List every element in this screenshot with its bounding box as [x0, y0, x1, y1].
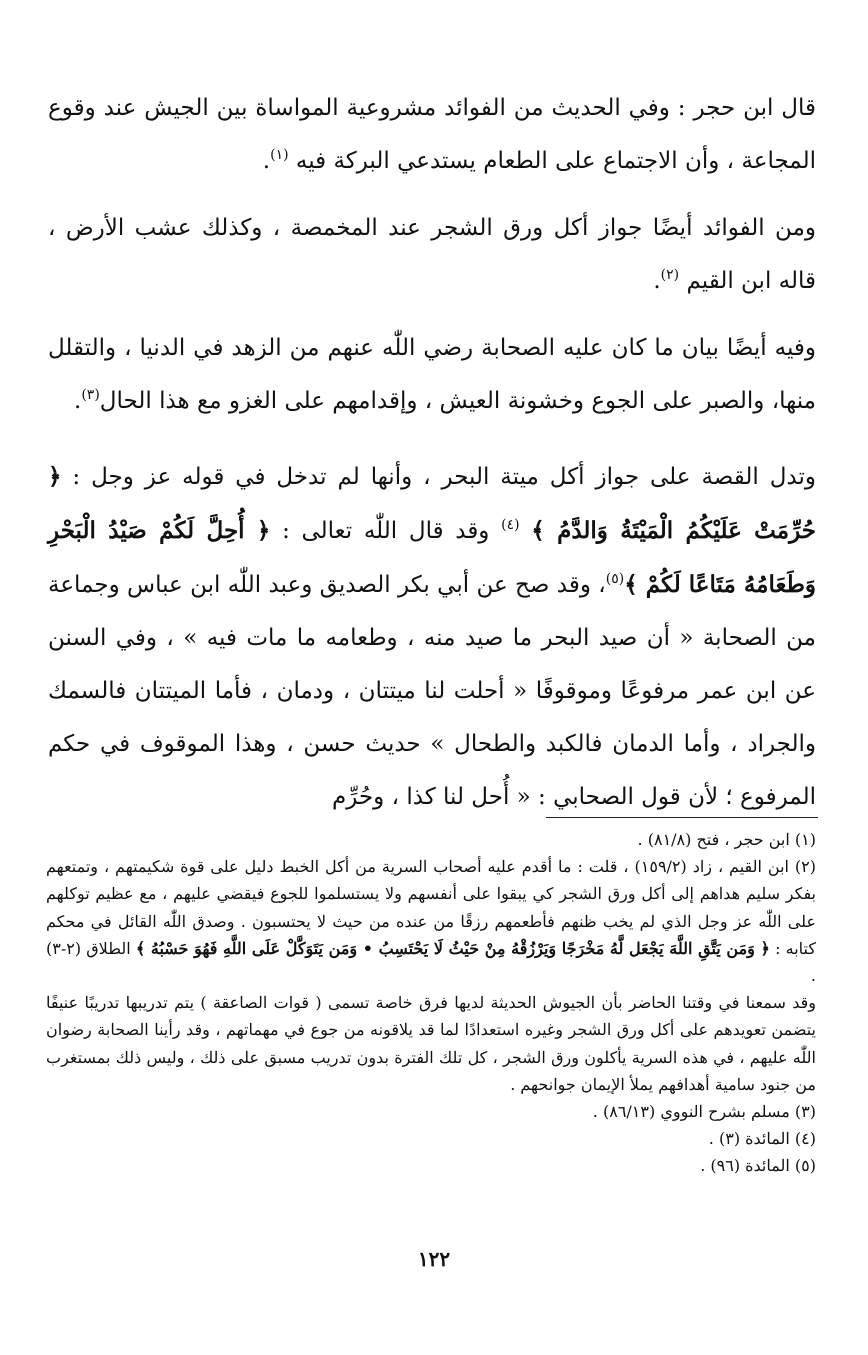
paragraph-3: وفيه أيضًا بيان ما كان عليه الصحابة رضي اللّٰه عنهم من الزهد في الدنيا ، والتقلل منها، والصبر على الجوع وخشونة العيش ، وإقدامهم على الغزو مع هذا الحال$^{(٣)}$. — [48, 335, 816, 414]
footnote-quran-verse: ﴿ وَمَن يَتَّقِ اللَّهَ يَجْعَل لَّهُ مَخْرَجًا وَيَرْزُقْهُ مِنْ حَيْثُ لَا يَحْتَسِبُ • وَمَن يَتَوَكَّلْ عَلَى اللَّهِ فَهُوَ حَسْبُهُ ﴾ — [135, 938, 770, 958]
footnote-3: (٣) مسلم بشرح النووي (٨٦/١٣) . — [592, 1102, 816, 1122]
main-text — [48, 82, 816, 824]
footnote-2-continued: وقد سمعنا في وقتنا الحاضر بأن الجيوش الحديثة لديها فرق خاصة تسمى ( قوات الصاعقة ) يتم تدريبها تدريبًا عنيفًا يتضمن تعويدهم على أكل ورق الشجر وغيره استعدادًا لما قد يلاقونه من جوع في مهماتهم ، وقد رأينا الصحابة رضوان اللّٰه عليهم ، في هذه السرية يأكلون ورق الشجر ، كل تلك الفترة بدون تدريب مسبق على ذلك ، وليس ذلك بمستغرب من جنود سامية أهدافهم يملأ الإيمان جوانحهم . — [46, 993, 816, 1094]
paragraph-4: وتدل القصة على جواز أكل ميتة البحر ، وأنها لم تدخل في قوله عز وجل : ﴿ حُرِّمَتْ عَلَيْكُمُ الْمَيْتَةُ وَالدَّمُ ﴾ $^{(٤)}$ وقد قال اللّٰه تعالى : ﴿ أُحِلَّ لَكُمْ صَيْدُ الْبَحْرِ وَطَعَامُهُ مَتَاعًا لَكُمْ ﴾$^{(٥)}$، وقد صح عن أبي بكر الصديق وعبد اللّٰه ابن عباس وجماعة من الصحابة « أن صيد البحر ما صيد منه ، وطعامه ما مات فيه » ، وفي السنن عن ابن عمر مرفوعًا وموقوفًا « أحلت لنا ميتتان ، ودمان ، فأما الميتتان فالسمك والجراد ، وأما الدمان فالكبد والطحال » حديث حسن ، وهذا الموقوف في حكم المرفوع ؛ لأن قول الصحابي : « أُحل لنا كذا ، وحُرِّم — [48, 463, 816, 810]
footnote-ref-5: (٥) — [605, 571, 625, 587]
footnote-2: (٢) ابن القيم ، زاد (١٥٩/٢) ، قلت : ما أقدم عليه أصحاب السرية من أكل الخبط دليل على قوة شكيمتهم ، وتمتعهم بفكر سليم هداهم إلى أكل ورق الشجر كي يبقوا على أنفسهم ولا يستسلموا للجوع فيقضي عليهم ، مع عظيم توكلهم على اللّٰه عز وجل الذي لم يخب ظنهم فأطعمهم رزقًا من عنده من حيث لا يحتسبون . وصدق اللّٰه القائل في محكم كتابه : ﴿ وَمَن يَتَّقِ اللَّهَ يَجْعَل لَّهُ مَخْرَجًا وَيَرْزُقْهُ مِنْ حَيْثُ لَا يَحْتَسِبُ • وَمَن يَتَوَكَّلْ عَلَى اللَّهِ فَهُوَ حَسْبُهُ ﴾ الطلاق (٢-٣) . — [46, 857, 817, 986]
footnote-separator — [546, 817, 818, 818]
footnotes — [46, 826, 816, 1180]
footnote-1: (١) ابن حجر ، فتح (٨١/٨) . — [637, 830, 816, 849]
quran-verse-2: ﴿ أُحِلَّ لَكُمْ صَيْدُ الْبَحْرِ وَطَعَامُهُ مَتَاعًا لَكُمْ ﴾ — [48, 517, 816, 598]
footnote-ref-1: (١) — [270, 147, 289, 163]
footnote-ref-4: (٤) — [501, 517, 520, 533]
page-number: ١٢٢ — [417, 1247, 451, 1271]
footnote-ref-3: (٣) — [81, 387, 100, 403]
footnote-5: (٥) المائدة (٩٦) . — [700, 1156, 816, 1176]
paragraph-2: ومن الفوائد أيضًا جواز أكل ورق الشجر عند المخمصة ، وكذلك عشب الأرض ، قاله ابن القيم $^{(٢)}$. — [48, 215, 816, 294]
quran-verse-1: ﴿ حُرِّمَتْ عَلَيْكُمُ الْمَيْتَةُ وَالدَّمُ ﴾ — [48, 463, 816, 544]
paragraph-1: قال ابن حجر : وفي الحديث من الفوائد مشروعية المواساة بين الجيش عند وقوع المجاعة ، وأن الاجتماع على الطعام يستدعي البركة فيه $^{(١)}$. — [48, 95, 816, 174]
footnote-4: (٤) المائدة (٣) . — [708, 1129, 816, 1149]
footnote-ref-2: (٢) — [660, 267, 680, 283]
